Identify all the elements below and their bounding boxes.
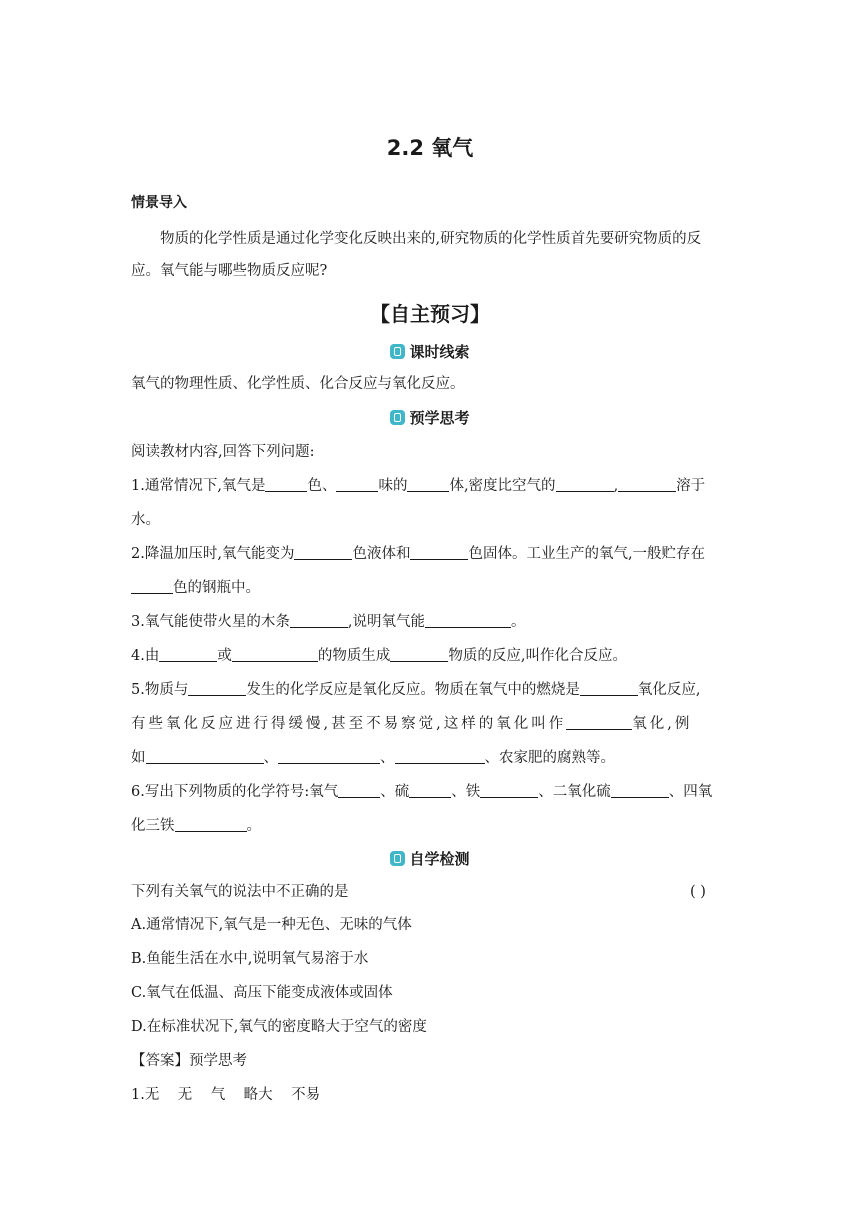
answer-blank[interactable] <box>611 783 669 798</box>
answer-blank[interactable] <box>618 477 676 492</box>
option-a: A.通常情况下,氧气是一种无色、无味的气体 <box>131 917 412 933</box>
answer-blank[interactable] <box>395 749 485 764</box>
answer-blank[interactable] <box>146 749 264 764</box>
answer-blank[interactable] <box>425 613 511 628</box>
answer-blank[interactable] <box>390 647 448 662</box>
think-lead: 阅读教材内容,回答下列问题: <box>131 444 315 460</box>
section-banner: 【自主预习】 <box>370 302 490 326</box>
answer-blank[interactable] <box>338 783 380 798</box>
clue-heading: 课时线索 <box>0 341 860 362</box>
answer-blank[interactable] <box>290 613 348 628</box>
answer-blank[interactable] <box>278 749 380 764</box>
notebook-icon <box>390 410 405 425</box>
answer-parenthesis[interactable]: ( ) <box>690 884 706 900</box>
answer-blank[interactable] <box>556 477 614 492</box>
question-2-line1: 2.降温加压时,氧气能变为 色液体和 色固体。工业生产的氧气,一般贮存在 <box>131 546 706 562</box>
answer-blank[interactable] <box>294 545 352 560</box>
answer-blank[interactable] <box>175 817 247 832</box>
question-2-line2: 色的钢瓶中。 <box>131 577 260 599</box>
answer-blank[interactable] <box>566 715 632 730</box>
answer-blank[interactable] <box>265 477 307 492</box>
question-3: 3.氧气能使带火星的木条 ,说明氧气能 。 <box>131 614 526 630</box>
answer-blank[interactable] <box>410 545 468 560</box>
question-4: 4.由 或 的物质生成 物质的反应,叫作化合反应。 <box>131 648 627 664</box>
question-1-line1: 1.通常情况下,氧气是 色、 味的 体,密度比空气的 , 溶于 <box>131 478 706 494</box>
option-d: D.在标准状况下,氧气的密度略大于空气的密度 <box>131 1019 427 1035</box>
notebook-icon <box>390 344 405 359</box>
intro-paragraph-line2: 应。氧气能与哪些物质反应呢? <box>131 263 328 279</box>
check-question: 下列有关氧气的说法中不正确的是 <box>131 884 349 900</box>
answer-blank[interactable] <box>580 681 638 696</box>
question-6-line2: 化三铁 。 <box>131 818 261 834</box>
question-5-line3: 如 、 、 、农家肥的腐熟等。 <box>131 750 615 766</box>
question-5-line2: 有些氧化反应进行得缓慢,甚至不易察觉,这样的氧化叫作 氧化,例 <box>131 716 693 732</box>
page-title: 2.2 氧气 <box>386 136 474 160</box>
intro-heading: 情景导入 <box>131 195 187 211</box>
question-1-line2: 水。 <box>131 512 160 528</box>
question-5-line1: 5.物质与 发生的化学反应是氧化反应。物质在氧气中的燃烧是 氧化反应, <box>131 682 701 698</box>
answer-line-1: 1.无 无 气 略大 不易 <box>131 1087 321 1103</box>
answer-blank[interactable] <box>336 477 378 492</box>
answer-blank[interactable] <box>480 783 538 798</box>
answer-blank[interactable] <box>409 783 451 798</box>
answer-blank[interactable] <box>407 477 449 492</box>
intro-paragraph-line1: 物质的化学性质是通过化学变化反映出来的,研究物质的化学性质首先要研究物质的反 <box>160 231 702 247</box>
answer-blank[interactable] <box>188 681 246 696</box>
think-heading: 预学思考 <box>0 407 860 428</box>
answer-label: 【答案】预学思考 <box>131 1053 247 1069</box>
answer-blank[interactable] <box>159 647 217 662</box>
option-b: B.鱼能生活在水中,说明氧气易溶于水 <box>131 951 369 967</box>
notebook-icon <box>390 851 405 866</box>
clue-text: 氧气的物理性质、化学性质、化合反应与氧化反应。 <box>131 376 465 392</box>
answer-blank[interactable] <box>131 579 173 594</box>
option-c: C.氧气在低温、高压下能变成液体或固体 <box>131 985 393 1001</box>
question-6-line1: 6.写出下列物质的化学符号:氧气 、硫 、铁 、二氧化硫 、四氧 <box>131 784 713 800</box>
answer-blank[interactable] <box>232 647 318 662</box>
check-heading: 自学检测 <box>0 848 860 869</box>
